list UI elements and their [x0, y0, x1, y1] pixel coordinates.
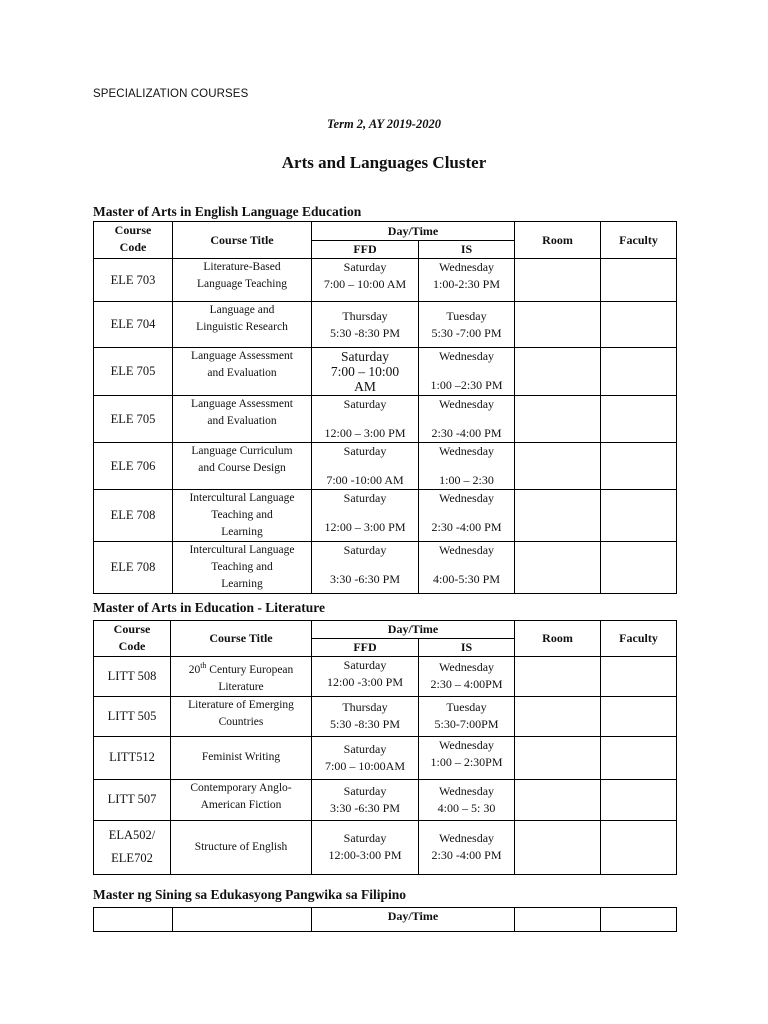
- course-title: Contemporary Anglo- American Fiction: [171, 779, 312, 820]
- room-cell: [515, 443, 601, 490]
- room-cell: [515, 348, 601, 396]
- is-time: Wednesday 2:30 – 4:00PM: [419, 657, 515, 697]
- course-code: LITT 505: [94, 696, 171, 736]
- faculty-cell: [601, 696, 677, 736]
- ffd-time: Saturday 7:00 – 10:00 AM: [312, 348, 419, 396]
- section3-title: Master ng Sining sa Edukasyong Pangwika sa Filipino: [93, 887, 406, 902]
- ffd-time: Saturday 3:30 -6:30 PM: [312, 542, 419, 594]
- course-code: ELA502/ ELE702: [94, 820, 171, 874]
- table-row: [94, 348, 677, 396]
- table-row: [94, 396, 677, 443]
- course-title: 20th Century European Literature: [171, 657, 312, 697]
- is-time: Wednesday 1:00-2:30 PM: [419, 259, 515, 302]
- table-row: [94, 736, 677, 779]
- course-code-header: Course Code: [94, 222, 173, 259]
- section1-title: Master of Arts in English Language Education: [93, 204, 362, 219]
- course-code: ELE 706: [94, 443, 173, 490]
- course-title-header: Course Title: [171, 621, 312, 657]
- course-code: ELE 703: [94, 259, 173, 302]
- course-code-header: [94, 908, 173, 932]
- course-title: Feminist Writing: [171, 736, 312, 779]
- faculty-cell: [601, 657, 677, 697]
- ffd-time: Saturday 12:00 -3:00 PM: [312, 657, 419, 697]
- course-title: Intercultural Language Teaching and Learning: [173, 490, 312, 542]
- room-cell: [515, 657, 601, 697]
- table-row: [94, 302, 677, 348]
- course-title: Literature of Emerging Countries: [171, 696, 312, 736]
- faculty-cell: [601, 302, 677, 348]
- room-cell: [515, 736, 601, 779]
- course-title: Structure of English: [171, 820, 312, 874]
- course-title: Intercultural Language Teaching and Learning: [173, 542, 312, 594]
- ffd-time: Saturday 12:00 – 3:00 PM: [312, 490, 419, 542]
- ffd-time: Saturday 3:30 -6:30 PM: [312, 779, 419, 820]
- room-cell: [515, 259, 601, 302]
- room-header: Room: [515, 621, 601, 657]
- is-time: Wednesday 4:00-5:30 PM: [419, 542, 515, 594]
- ffd-time: Thursday 5:30 -8:30 PM: [312, 696, 419, 736]
- course-code: LITT 508: [94, 657, 171, 697]
- ffd-time: Saturday 12:00-3:00 PM: [312, 820, 419, 874]
- ffd-time: Saturday 7:00 – 10:00 AM: [312, 259, 419, 302]
- is-header: IS: [419, 241, 515, 259]
- day-time-header: Day/Time: [312, 621, 515, 639]
- room-header: [515, 908, 601, 932]
- is-time: Wednesday 4:00 – 5: 30: [419, 779, 515, 820]
- faculty-cell: [601, 779, 677, 820]
- header-row: [94, 621, 677, 639]
- course-title-header: Course Title: [173, 222, 312, 259]
- is-time: Wednesday 2:30 -4:00 PM: [419, 490, 515, 542]
- is-time: Wednesday 1:00 – 2:30PM: [419, 736, 515, 779]
- table-row: [94, 657, 677, 697]
- faculty-cell: [601, 736, 677, 779]
- course-code: LITT 507: [94, 779, 171, 820]
- room-cell: [515, 820, 601, 874]
- table-row: [94, 542, 677, 594]
- faculty-cell: [601, 396, 677, 443]
- room-cell: [515, 396, 601, 443]
- header-row: [94, 908, 677, 932]
- table-row: [94, 779, 677, 820]
- table-row: [94, 259, 677, 302]
- day-time-header: Day/Time: [312, 908, 515, 932]
- day-time-header: Day/Time: [312, 222, 515, 241]
- faculty-cell: [601, 443, 677, 490]
- course-code: ELE 704: [94, 302, 173, 348]
- faculty-header: [601, 908, 677, 932]
- faculty-header: Faculty: [601, 222, 677, 259]
- ffd-time: Saturday 12:00 – 3:00 PM: [312, 396, 419, 443]
- table-row: [94, 696, 677, 736]
- is-time: Tuesday 5:30-7:00PM: [419, 696, 515, 736]
- room-cell: [515, 696, 601, 736]
- section1-table: [93, 221, 677, 594]
- room-cell: [515, 542, 601, 594]
- course-title: Language Assessment and Evaluation: [173, 396, 312, 443]
- course-code: ELE 708: [94, 490, 173, 542]
- course-title: Language Curriculum and Course Design: [173, 443, 312, 490]
- is-time: Wednesday 2:30 -4:00 PM: [419, 396, 515, 443]
- ffd-time: Thursday 5:30 -8:30 PM: [312, 302, 419, 348]
- ffd-header: FFD: [312, 241, 419, 259]
- ffd-time: Saturday 7:00 – 10:00AM: [312, 736, 419, 779]
- course-code: ELE 708: [94, 542, 173, 594]
- course-code: ELE 705: [94, 396, 173, 443]
- specialization-heading: SPECIALIZATION COURSES: [93, 88, 249, 100]
- term-label: Term 2, AY 2019-2020: [327, 117, 441, 131]
- section2-table: [93, 620, 677, 875]
- section3-table: [93, 907, 677, 932]
- course-title-header: [173, 908, 312, 932]
- room-cell: [515, 490, 601, 542]
- course-code-header: Course Code: [94, 621, 171, 657]
- faculty-cell: [601, 490, 677, 542]
- faculty-header: Faculty: [601, 621, 677, 657]
- course-title: Language Assessment and Evaluation: [173, 348, 312, 396]
- section2-title: Master of Arts in Education - Literature: [93, 600, 325, 615]
- room-cell: [515, 302, 601, 348]
- header-row: [94, 222, 677, 241]
- faculty-cell: [601, 820, 677, 874]
- course-code: LITT512: [94, 736, 171, 779]
- table-row: [94, 443, 677, 490]
- table-row: [94, 490, 677, 542]
- room-cell: [515, 779, 601, 820]
- is-time: Wednesday 2:30 -4:00 PM: [419, 820, 515, 874]
- table-row: [94, 820, 677, 874]
- faculty-cell: [601, 259, 677, 302]
- course-title: Language and Linguistic Research: [173, 302, 312, 348]
- cluster-title: Arts and Languages Cluster: [281, 153, 487, 172]
- ffd-time: Saturday 7:00 -10:00 AM: [312, 443, 419, 490]
- is-time: Wednesday 1:00 – 2:30: [419, 443, 515, 490]
- is-header: IS: [419, 639, 515, 657]
- is-time: Wednesday 1:00 –2:30 PM: [419, 348, 515, 396]
- ffd-header: FFD: [312, 639, 419, 657]
- course-title: Literature-Based Language Teaching: [173, 259, 312, 302]
- course-code: ELE 705: [94, 348, 173, 396]
- room-header: Room: [515, 222, 601, 259]
- faculty-cell: [601, 348, 677, 396]
- faculty-cell: [601, 542, 677, 594]
- is-time: Tuesday 5:30 -7:00 PM: [419, 302, 515, 348]
